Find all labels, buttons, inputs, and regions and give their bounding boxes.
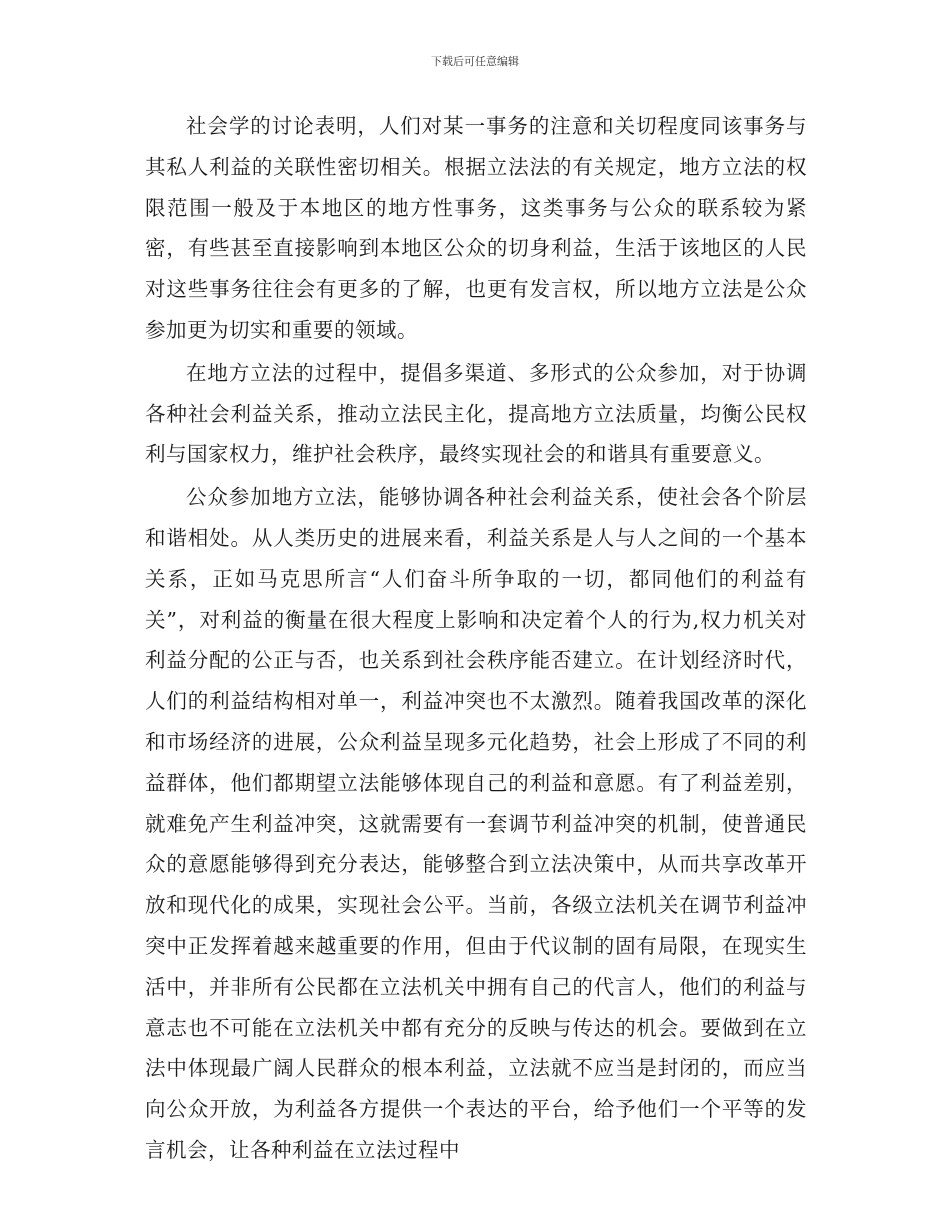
document-body bbox=[145, 106, 807, 1173]
paragraph-1: 社会学的讨论表明，人们对某一事务的注意和关切程度同该事务与其私人利益的关联性密切相关。根据立法法的有关规定，地方立法的权限范围一般及于本地区的地方性事务，这类事务与公众的联系较为紧密，有些甚至直接影响到本地区公众的切身利益，生活于该地区的人民对这些事务往往会有更多的了解，也更有发言权，所以地方立法是公众参加更为切实和重要的领域。 bbox=[145, 114, 807, 342]
paragraph-2: 在地方立法的过程中，提倡多渠道、多形式的公众参加，对于协调各种社会利益关系，推动立法民主化，提高地方立法质量，均衡公民权利与国家权力，维护社会秩序，最终实现社会的和谐具有重要意义。 bbox=[145, 360, 807, 467]
page-header: 下载后可任意编辑 bbox=[431, 55, 519, 68]
paragraph-3: 公众参加地方立法，能够协调各种社会利益关系，使社会各个阶层和谐相处。从人类历史的进展来看，利益关系是人与人之间的一个基本关系，正如马克思所言“人们奋斗所争取的一切，都同他们的利益有关”，对利益的衡量在很大程度上影响和决定着个人的行为,权力机关对利益分配的公正与否，也关系到社会秩序能否建立。在计划经济时代，人们的利益结构相对单一，利益冲突也不太激烈。随着我国改革的深化和市场经济的进展，公众利益呈现多元化趋势，社会上形成了不同的利益群体，他们都期望立法能够体现自己的利益和意愿。有了利益差别，就难免产生利益冲突，这就需要有一套调节利益冲突的机制，使普通民众的意愿能够得到充分表达，能够整合到立法决策中，从而共享改革开放和现代化的成果，实现社会公平。当前，各级立法机关在调节利益冲突中正发挥着越来越重要的作用，但由于代议制的固有局限，在现实生活中，并非所有公民都在立法机关中拥有自己的代言人，他们的利益与意志也不可能在立法机关中都有充分的反映与传达的机会。要做到在立法中体现最广阔人民群众的根本利益，立法就不应当是封闭的，而应当向公众开放，为利益各方提供一个表达的平台，给予他们一个平等的发言机会，让各种利益在立法过程中 bbox=[145, 485, 807, 1162]
